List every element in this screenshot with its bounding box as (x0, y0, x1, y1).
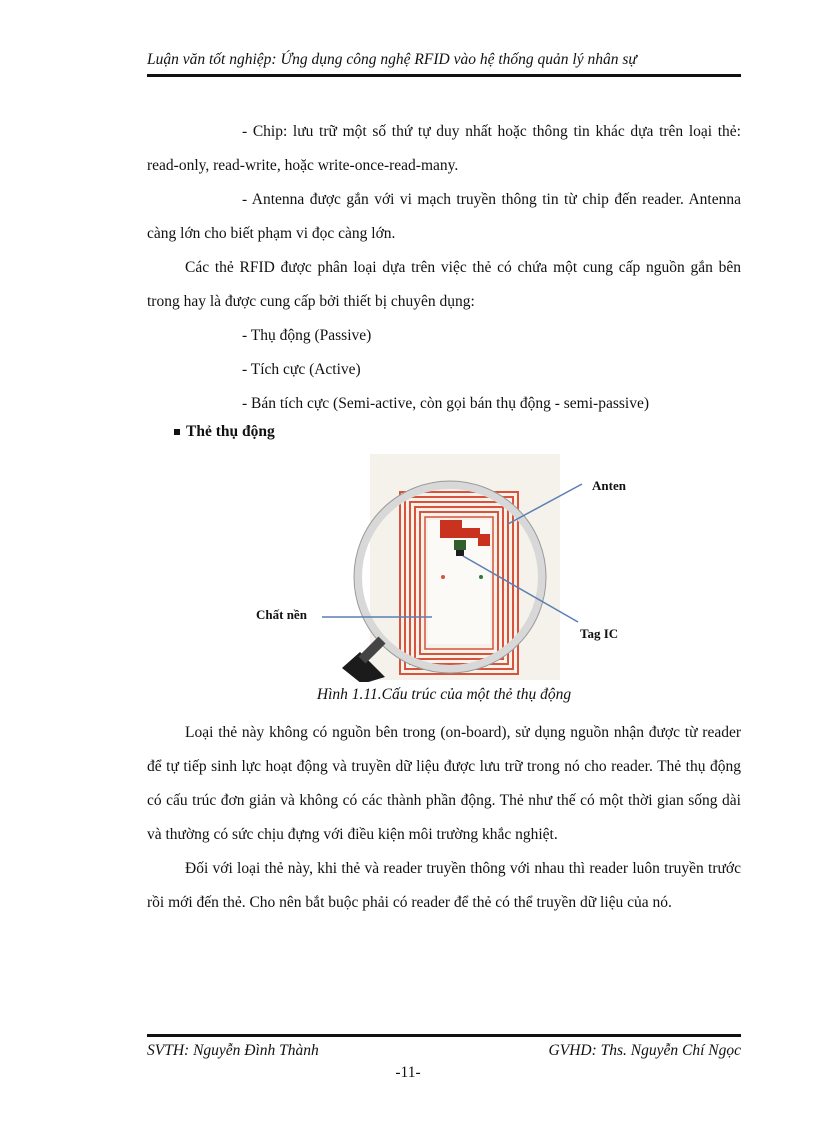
chip-paragraph: - Chip: lưu trữ một số thứ tự duy nhất hoặc thông tin khác dựa trên loại thẻ: read-only, read-write, hoặc write-once-read-many. (147, 123, 741, 174)
type-passive: - Thụ động (Passive) (242, 327, 372, 344)
intro-block (147, 115, 741, 421)
figure-caption: Hình 1.11.Cấu trúc của một thẻ thụ động (316, 686, 572, 703)
page-number: -11- (395, 1064, 421, 1081)
section-heading-text: Thẻ thụ động (186, 423, 275, 440)
communication-paragraph: Đối với loại thẻ này, khi thẻ và reader truyền thông với nhau thì reader luôn truyền trước rồi mới đến thẻ. Cho nên bắt buộc phải có reader để thẻ có thể truyền dữ liệu của nó. (147, 860, 741, 911)
running-header: Luận văn tốt nghiệp: Ứng dụng công nghệ RFID vào hệ thống quản lý nhân sự (147, 51, 637, 68)
student-name: SVTH: Nguyễn Đình Thành (147, 1042, 319, 1059)
passive-description-paragraph: Loại thẻ này không có nguồn bên trong (on-board), sử dụng nguồn nhận được từ reader để tự tiếp sinh lực hoạt động và truyền dữ liệu được lưu trữ trong nó cho reader. Thẻ thụ động có cấu trúc đơn giản và không có các thành phần động. Thẻ như thế có một thời gian sống dài và thường có sức chịu đựng với điều kiện môi trường khắc nghiệt. (147, 724, 741, 843)
main-body (147, 716, 741, 920)
header-divider (147, 74, 741, 77)
section-heading (174, 423, 275, 441)
classification-paragraph: Các thẻ RFID được phân loại dựa trên việc thẻ có chứa một cung cấp nguồn gắn bên trong hay là được cung cấp bởi thiết bị chuyên dụng: (147, 259, 741, 310)
substrate-label: Chất nền (256, 607, 307, 622)
antenna-paragraph: - Antenna được gắn với vi mạch truyền thông tin từ chip đến reader. Antenna càng lớn cho biết phạm vi đọc càng lớn. (147, 191, 741, 242)
contact-dot (441, 575, 445, 579)
anten-label: Anten (592, 478, 626, 493)
tag-ic-label: Tag IC (580, 626, 619, 641)
passive-tag-figure (250, 452, 650, 682)
type-active: - Tích cực (Active) (242, 361, 361, 378)
footer-divider (147, 1034, 741, 1037)
advisor-name: GVHD: Ths. Nguyễn Chí Ngọc (548, 1042, 741, 1059)
square-bullet-icon (174, 429, 180, 435)
contact-dot (479, 575, 483, 579)
type-semi-active: - Bán tích cực (Semi-active, còn gọi bán thụ động - semi-passive) (242, 395, 649, 412)
